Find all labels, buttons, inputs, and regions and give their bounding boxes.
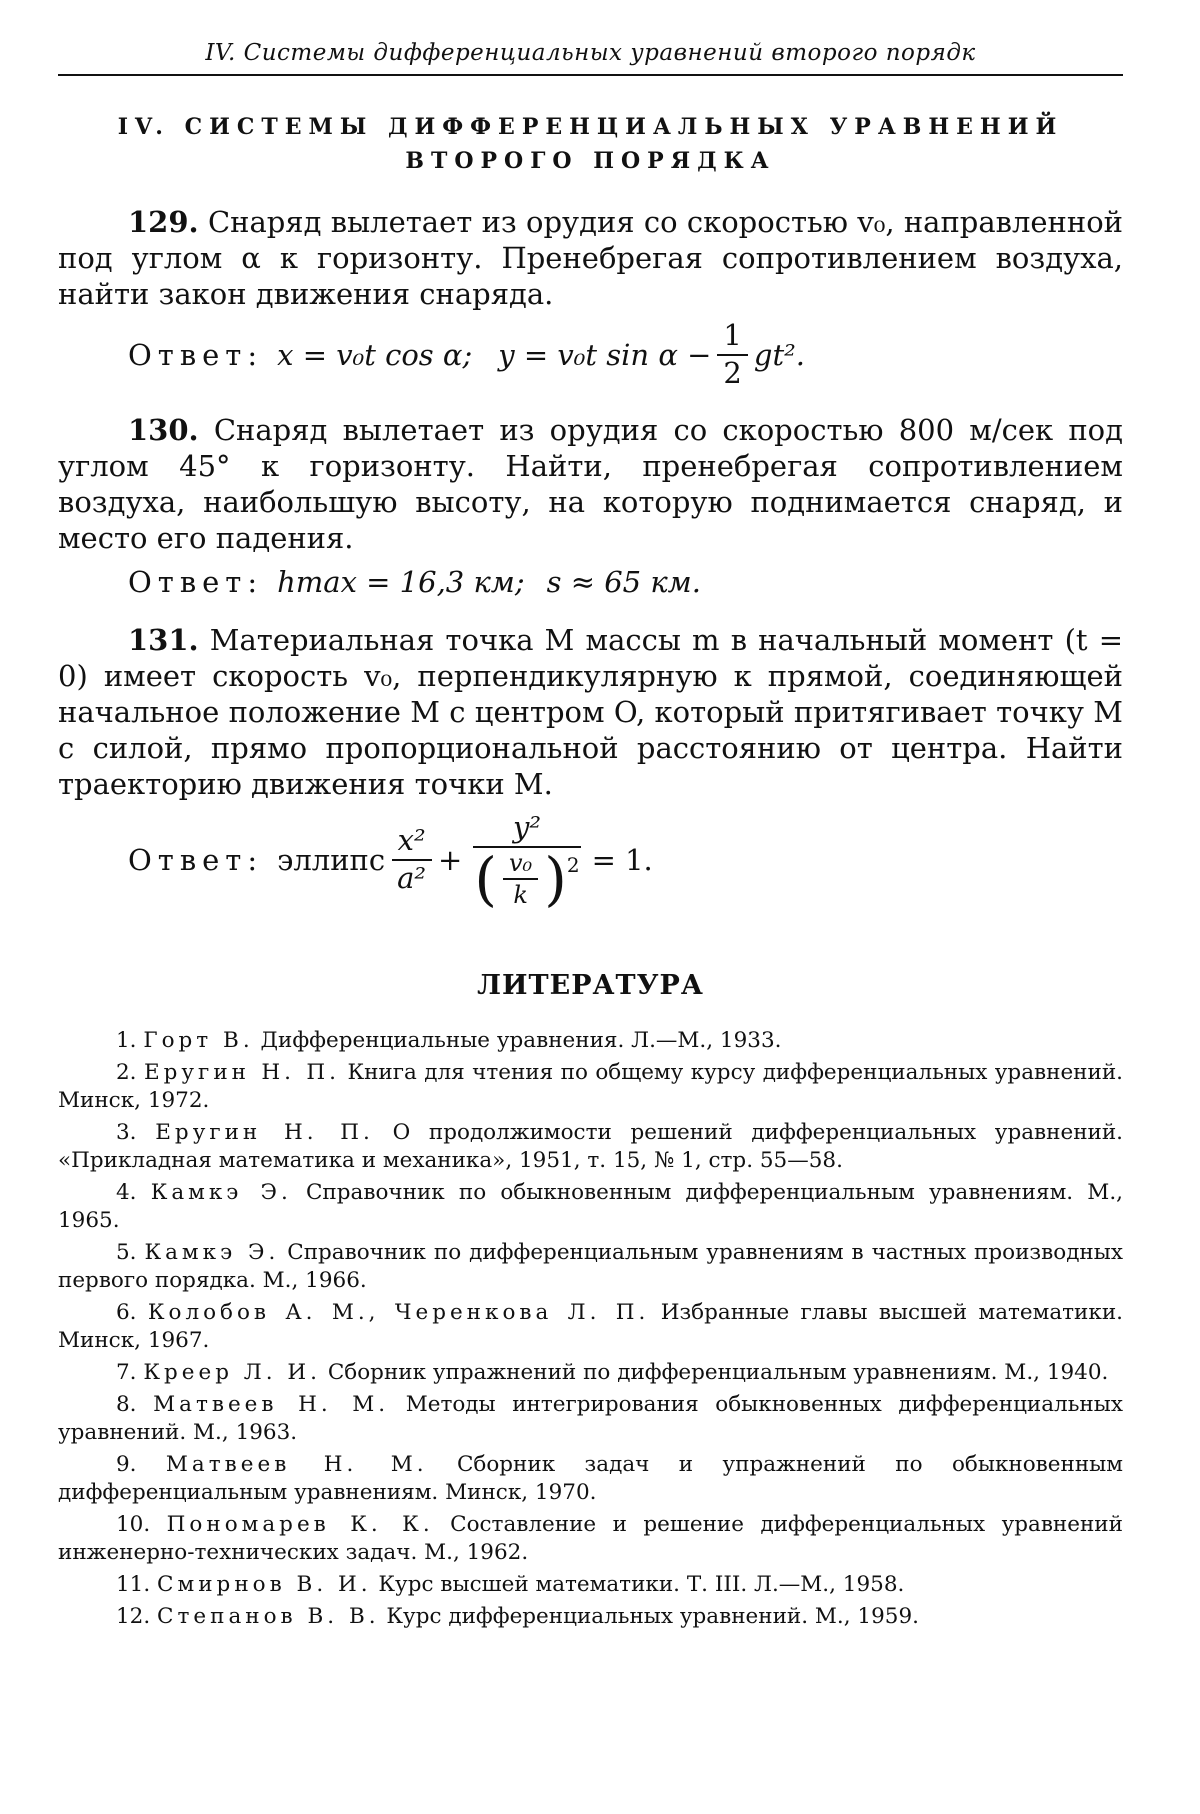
reference-text: Составление и решение дифференциальных уравнений инженерно-технических задач. М., 1962. bbox=[58, 1512, 1123, 1566]
answer-part-1: hmax = 16,3 км; bbox=[277, 564, 525, 599]
reference-item bbox=[58, 1391, 1123, 1447]
reference-number: 3. bbox=[116, 1120, 137, 1146]
reference-item bbox=[58, 1359, 1123, 1387]
answer-131 bbox=[128, 809, 1123, 914]
reference-number: 10. bbox=[116, 1512, 151, 1538]
fraction-numerator: 1 bbox=[717, 320, 747, 356]
fraction-x-over-a bbox=[391, 825, 432, 895]
fraction-denominator: k bbox=[513, 881, 528, 910]
reference-text: Справочник по дифференциальным уравнениям в частных производных первого порядка. М., 1966. bbox=[58, 1240, 1123, 1294]
reference-item bbox=[58, 1059, 1123, 1115]
reference-author: Еругин Н. П. bbox=[143, 1060, 341, 1086]
fraction-numerator: v₀ bbox=[503, 850, 538, 880]
problem-number: 131. bbox=[128, 622, 199, 657]
left-paren: ( bbox=[474, 845, 497, 914]
problem-129 bbox=[58, 204, 1123, 312]
reference-text: Курс высшей математики. Т. III. Л.—М., 1958. bbox=[378, 1572, 905, 1598]
reference-item bbox=[58, 1027, 1123, 1055]
answer-suffix: = 1. bbox=[591, 843, 653, 878]
answer-129 bbox=[128, 320, 1123, 390]
reference-list bbox=[58, 1027, 1123, 1631]
reference-number: 7. bbox=[116, 1360, 137, 1386]
problem-number: 129. bbox=[128, 205, 199, 239]
reference-item bbox=[58, 1119, 1123, 1175]
fraction-v0-over-k bbox=[503, 850, 538, 909]
reference-number: 2. bbox=[116, 1060, 137, 1086]
reference-text: О продолжимости решений дифференциальных уравнений. «Прикладная математика и механика», 1951, т. 15, № 1, стр. 55—58. bbox=[58, 1120, 1124, 1174]
reference-number: 6. bbox=[116, 1300, 137, 1326]
problem-text bbox=[58, 622, 1123, 802]
parenthesized-ratio bbox=[474, 845, 580, 914]
reference-number: 8. bbox=[116, 1392, 137, 1418]
answer-part-2-suffix: gt². bbox=[753, 337, 805, 372]
answer-label: Ответ: bbox=[128, 564, 264, 599]
problem-text bbox=[58, 412, 1123, 556]
problem-statement: Материальная точка M массы m в начальный момент (t = 0) имеет скорость v₀, перпендикулярную к прямой, соединяющей начальное положение M с центром O, который притягивает точку M с силой, прямо пропорциональной расстоянию от центра. Найти траекторию движения точки M. bbox=[58, 622, 1124, 801]
reference-text: Сборник задач и упражнений по обыкновенным дифференциальным уравнениям. Минск, 1970. bbox=[58, 1452, 1123, 1506]
reference-number: 12. bbox=[116, 1604, 151, 1630]
running-head-text: IV. Системы дифференциальных уравнений второго порядк bbox=[205, 40, 976, 66]
reference-item bbox=[58, 1451, 1123, 1507]
reference-number: 11. bbox=[116, 1572, 151, 1598]
problem-text bbox=[58, 204, 1123, 312]
fraction-denominator: a² bbox=[397, 861, 427, 896]
reference-item bbox=[58, 1239, 1123, 1295]
problem-131 bbox=[58, 622, 1123, 802]
reference-text: Методы интегрирования обыкновенных дифференциальных уравнений. М., 1963. bbox=[58, 1392, 1123, 1446]
reference-author: Колобов А. М., Черенкова Л. П. bbox=[147, 1300, 650, 1326]
answer-part-1: x = v₀t cos α; bbox=[277, 337, 473, 372]
chapter-title bbox=[58, 110, 1123, 178]
problem-statement: Снаряд вылетает из орудия со скоростью v₀, направленной под углом α к горизонту. Пренебрегая сопротивлением воздуха, найти закон движения снаряда. bbox=[58, 205, 1123, 311]
reference-author: Горт В. bbox=[143, 1028, 254, 1054]
problem-statement: Снаряд вылетает из орудия со скоростью 800 м/сек под углом 45° к горизонту. Найти, пренебрегая сопротивлением воздуха, наибольшую высоту, на которую поднимается снаряд, и место его падения. bbox=[58, 412, 1123, 555]
running-head bbox=[58, 40, 1123, 76]
reference-author: Пономарев К. К. bbox=[166, 1512, 434, 1538]
page bbox=[58, 40, 1123, 1635]
reference-number: 9. bbox=[116, 1452, 137, 1478]
fraction-denominator bbox=[468, 845, 585, 914]
reference-number: 5. bbox=[116, 1240, 137, 1266]
fraction-numerator: y² bbox=[473, 812, 581, 848]
chapter-title-line-2: ВТОРОГО ПОРЯДКА bbox=[405, 148, 776, 174]
fraction-y-over-v0-k bbox=[468, 809, 585, 914]
reference-item bbox=[58, 1179, 1123, 1235]
plus-sign: + bbox=[438, 843, 463, 878]
reference-text: Дифференциальные уравнения. Л.—М., 1933. bbox=[260, 1028, 782, 1054]
reference-number: 4. bbox=[116, 1180, 137, 1206]
answer-prefix: эллипс bbox=[277, 843, 386, 878]
answer-label: Ответ: bbox=[128, 843, 264, 878]
reference-author: Еругин Н. П. bbox=[155, 1120, 374, 1146]
reference-text: Курс дифференциальных уравнений. М., 1959. bbox=[386, 1604, 919, 1630]
fraction-denominator: 2 bbox=[723, 355, 742, 390]
reference-text: Книга для чтения по общему курсу дифференциальных уравнений. Минск, 1972. bbox=[58, 1060, 1123, 1114]
exponent: 2 bbox=[566, 852, 580, 877]
fraction-one-half bbox=[717, 320, 747, 390]
reference-text: Избранные главы высшей математики. Минск, 1967. bbox=[58, 1300, 1123, 1354]
reference-item bbox=[58, 1511, 1123, 1567]
reference-author: Камкэ Э. bbox=[150, 1180, 292, 1206]
literature-title: ЛИТЕРАТУРА bbox=[477, 970, 704, 1002]
reference-text: Сборник упражнений по дифференциальным уравнениям. М., 1940. bbox=[327, 1360, 1109, 1386]
reference-item bbox=[58, 1299, 1123, 1355]
answer-label: Ответ: bbox=[128, 337, 264, 372]
reference-author: Креер Л. И. bbox=[143, 1360, 321, 1386]
reference-author: Матвеев Н. М. bbox=[153, 1392, 390, 1418]
answer-part-2-prefix: y = v₀t sin α − bbox=[498, 337, 712, 372]
answer-part-2: s ≈ 65 км. bbox=[546, 564, 701, 599]
problem-number: 130. bbox=[128, 412, 199, 447]
reference-author: Камкэ Э. bbox=[144, 1240, 280, 1266]
reference-item bbox=[58, 1603, 1123, 1631]
fraction-numerator: x² bbox=[392, 825, 432, 861]
problem-130 bbox=[58, 412, 1123, 556]
reference-author: Смирнов В. И. bbox=[157, 1572, 372, 1598]
reference-author: Матвеев Н. М. bbox=[165, 1452, 428, 1478]
reference-text: Справочник по обыкновенным дифференциальным уравнениям. М., 1965. bbox=[58, 1180, 1123, 1234]
right-paren: ) bbox=[544, 845, 567, 914]
chapter-title-line-1: IV. СИСТЕМЫ ДИФФЕРЕНЦИАЛЬНЫХ УРАВНЕНИЙ bbox=[117, 114, 1064, 140]
answer-130 bbox=[128, 564, 1123, 600]
reference-item bbox=[58, 1571, 1123, 1599]
reference-author: Степанов В. В. bbox=[157, 1604, 380, 1630]
reference-number: 1. bbox=[116, 1028, 137, 1054]
